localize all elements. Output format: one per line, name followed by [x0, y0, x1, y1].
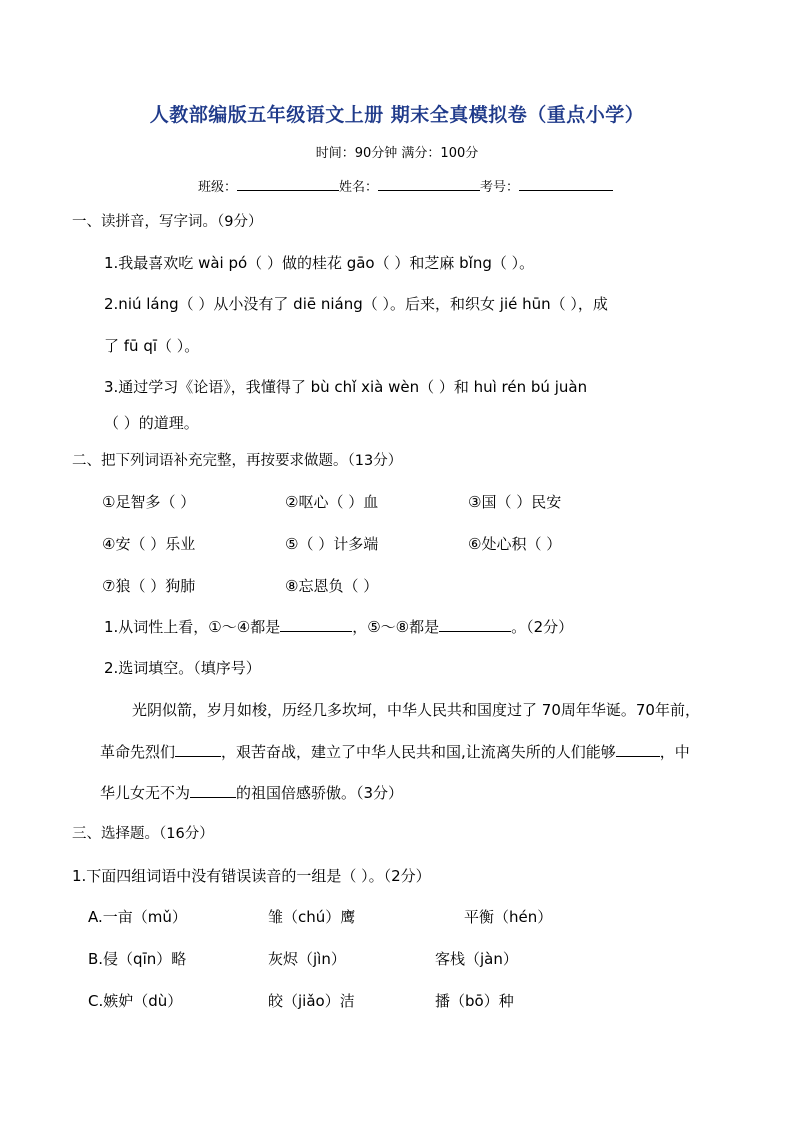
- passage-text-a: 革命先烈们: [100, 743, 176, 761]
- section2-q1: [104, 617, 573, 637]
- section1-q1: 1.我最喜欢吃 wài pó（ ）做的桂花 gāo（ ）和芝麻 bǐng（ ）。: [104, 254, 535, 272]
- section3-q1: 1.下面四组词语中没有错误读音的一组是（ ）。（2分）: [72, 867, 431, 885]
- exam-no-label: 考号：: [480, 180, 520, 195]
- section1-q3-line1: 3.通过学习《论语》，我懂得了 bù chǐ xià wèn（ ）和 huì rén bú juàn: [104, 378, 588, 396]
- passage-blank-1[interactable]: [175, 742, 221, 757]
- idiom-6: ⑥处心积（ ）: [468, 535, 562, 553]
- exam-no-blank[interactable]: [519, 176, 613, 191]
- option-b-1: B.侵（qīn）略: [88, 950, 187, 968]
- option-a-1: A.一亩（mǔ）: [88, 908, 187, 926]
- exam-title: 人教部编版五年级语文上册 期末全真模拟卷（重点小学）: [149, 104, 645, 126]
- passage-text-e: 的祖国倍感骄傲。（3分）: [236, 784, 404, 802]
- option-b-3: 客栈（jàn）: [435, 950, 518, 968]
- option-c-3: 播（bō）种: [435, 992, 514, 1010]
- q1-blank-1[interactable]: [280, 617, 352, 632]
- option-c-1: C.嫉妒（dù）: [88, 992, 183, 1010]
- idiom-2: ②呕心（ ）血: [285, 493, 379, 511]
- passage-blank-3[interactable]: [190, 783, 236, 798]
- section2-heading: 二、把下列词语补充完整，再按要求做题。（13分）: [72, 453, 403, 469]
- section2-q2: 2.选词填空。（填序号）: [104, 659, 261, 677]
- idiom-3: ③国（ ）民安: [468, 493, 562, 511]
- option-c-2: 皎（jiǎo）洁: [268, 992, 355, 1010]
- q1-blank-2[interactable]: [439, 617, 511, 632]
- name-blank[interactable]: [378, 176, 480, 191]
- passage-text-c: ，中: [659, 743, 690, 761]
- passage-line-1: 光阴似箭，岁月如梭，历经几多坎坷，中华人民共和国度过了 70周年华诞。70年前，: [132, 701, 700, 719]
- idiom-4: ④安（ ）乐业: [102, 535, 196, 553]
- passage-text-b: ，艰苦奋战，建立了中华人民共和国,让流离失所的人们能够: [221, 743, 616, 761]
- option-a-2: 雏（chú）鹰: [268, 908, 356, 926]
- exam-time-info: 时间：90分钟 满分：100分: [315, 146, 479, 161]
- idiom-5: ⑤（ ）计多端: [285, 535, 379, 553]
- name-label: 姓名：: [339, 180, 379, 195]
- q1-text-c: 。（2分）: [511, 618, 574, 636]
- section1-q3-line2: （ ）的道理。: [104, 414, 199, 432]
- section1-q2-line1: 2.niú láng（ ）从小没有了 diē niáng（ ）。后来，和织女 jié hūn（ ），成: [104, 295, 608, 313]
- option-b-2: 灰烬（jìn）: [268, 950, 346, 968]
- q1-text-a: 1.从词性上看，①～④都是: [104, 618, 281, 636]
- passage-line-3: [100, 783, 403, 803]
- passage-text-d: 华儿女无不为: [100, 784, 191, 802]
- section1-heading: 一、读拼音，写字词。（9分）: [72, 214, 263, 230]
- passage-blank-2[interactable]: [616, 742, 660, 757]
- student-info-row: [198, 176, 613, 198]
- passage-line-2: [100, 742, 690, 762]
- class-label: 班级：: [198, 180, 238, 195]
- idiom-8: ⑧忘恩负（ ）: [285, 577, 379, 595]
- section3-heading: 三、选择题。（16分）: [72, 826, 214, 842]
- idiom-7: ⑦狼（ ）狗肺: [102, 577, 196, 595]
- option-a-3: 平衡（hén）: [464, 908, 553, 926]
- idiom-1: ①足智多（ ）: [102, 493, 196, 511]
- section1-q2-line2: 了 fū qī（ ）。: [104, 337, 200, 355]
- q1-text-b: ，⑤～⑧都是: [352, 618, 440, 636]
- class-blank[interactable]: [237, 176, 339, 191]
